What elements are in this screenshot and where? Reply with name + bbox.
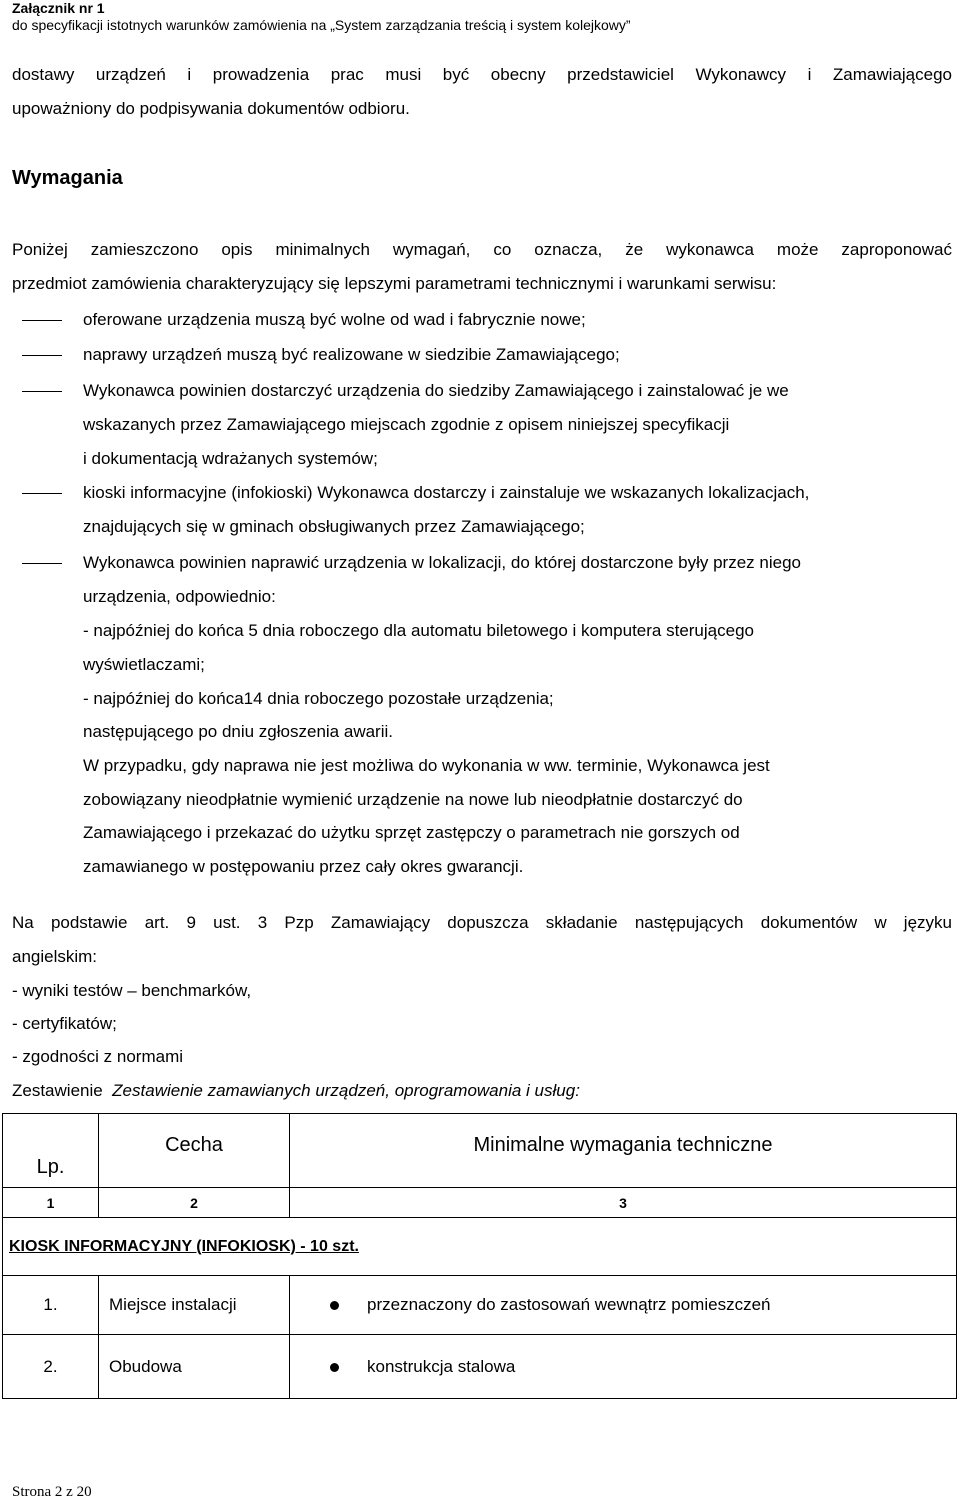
- dash-bullet: [22, 563, 62, 564]
- list-item-cont: - najpóźniej do końca14 dnia roboczego pozostałe urządzenia;: [83, 689, 554, 708]
- num-cell: 3: [290, 1188, 957, 1218]
- list-item-cont: wskazanych przez Zamawiającego miejscach zgodnie z opisem niniejszej specyfikacji: [83, 415, 730, 434]
- page-number: Strona 2 z 20: [12, 1484, 92, 1500]
- list-item-cont: i dokumentacją wdrażanych systemów;: [83, 449, 378, 468]
- dash-bullet: [22, 493, 62, 494]
- paragraph-line: - wyniki testów – benchmarków,: [12, 981, 252, 1000]
- list-item-cont: urządzenia, odpowiednio:: [83, 587, 276, 606]
- list-item-cont: znajdujących się w gminach obsługiwanych przez Zamawiającego;: [83, 517, 585, 536]
- bullet-icon: [330, 1301, 339, 1310]
- list-item: Wykonawca powinien dostarczyć urządzenia do siedziby Zamawiającego i zainstalować je we: [83, 381, 789, 400]
- list-item-cont: wyświetlaczami;: [83, 655, 205, 674]
- dash-bullet: [22, 320, 62, 321]
- section-heading: Wymagania: [12, 167, 123, 189]
- col-lp-header: Lp.: [36, 1156, 65, 1178]
- list-item-cont: - najpóźniej do końca 5 dnia roboczego dla automatu biletowego i komputera sterującego: [83, 621, 754, 640]
- feature-cell: Miejsce instalacji: [99, 1276, 290, 1335]
- intro-line: upoważniony do podpisywania dokumentów odbioru.: [12, 99, 410, 118]
- table-section-row: [3, 1218, 957, 1276]
- caption-plain: Zestawienie: [12, 1081, 103, 1100]
- requirement-text: konstrukcja stalowa: [367, 1356, 516, 1376]
- list-item-cont: zamawianego w postępowaniu przez cały okres gwarancji.: [83, 857, 524, 876]
- num-cell: 1: [3, 1188, 99, 1218]
- header-cell: [99, 1114, 290, 1188]
- table-number-row: [3, 1188, 957, 1218]
- table-caption: [12, 1081, 580, 1101]
- intro-line: dostawy urządzeń i prowadzenia prac musi być obecny przedstawiciel Wykonawcy i Zamawiającego: [12, 65, 952, 84]
- attachment-subtitle: do specyfikacji istotnych warunków zamówienia na „System zarządzania treścią i system kolejkowy”: [12, 17, 631, 33]
- col-requirements-header: Minimalne wymagania techniczne: [473, 1134, 773, 1156]
- table-row: [3, 1335, 957, 1399]
- col-cecha-header: Cecha: [165, 1134, 223, 1156]
- bullet-icon: [330, 1363, 339, 1372]
- requirement-text: przeznaczony do zastosowań wewnątrz pomieszczeń: [367, 1295, 771, 1314]
- paragraph-line: - certyfikatów;: [12, 1014, 117, 1033]
- list-item-cont: W przypadku, gdy naprawa nie jest możliwa do wykonania w ww. terminie, Wykonawca jest: [83, 756, 770, 775]
- lp-cell: 1.: [3, 1276, 99, 1335]
- paragraph-line: - zgodności z normami: [12, 1047, 184, 1066]
- requirement-cell: [290, 1335, 957, 1399]
- table-row: [3, 1276, 957, 1335]
- section-cell: [3, 1218, 957, 1276]
- num-cell: 2: [99, 1188, 290, 1218]
- paragraph-line: Poniżej zamieszczono opis minimalnych wymagań, co oznacza, że wykonawca może zaproponować: [12, 240, 952, 259]
- dash-bullet: [22, 391, 62, 392]
- list-item-cont: Zamawiającego i przekazać do użytku sprzęt zastępczy o parametrach nie gorszych od: [83, 823, 740, 842]
- paragraph-line: angielskim:: [12, 947, 98, 966]
- table-header-row: [3, 1114, 957, 1188]
- lp-cell: 2.: [3, 1335, 99, 1399]
- list-item-cont: zobowiązany nieodpłatnie wymienić urządzenie na nowe lub nieodpłatnie dostarczyć do: [83, 790, 743, 809]
- header-cell: [3, 1114, 99, 1188]
- list-item: oferowane urządzenia muszą być wolne od wad i fabrycznie nowe;: [83, 310, 586, 329]
- list-item: kioski informacyjne (infokioski) Wykonawca dostarczy i zainstaluje we wskazanych lokalizacjach,: [83, 483, 810, 502]
- paragraph-line: przedmiot zamówienia charakteryzujący się lepszymi parametrami technicznymi i warunkami serwisu:: [12, 274, 777, 293]
- list-item-cont: następującego po dniu zgłoszenia awarii.: [83, 722, 393, 741]
- header-cell: [290, 1114, 957, 1188]
- section-title: KIOSK INFORMACYJNY (INFOKIOSK) - 10 szt.: [9, 1237, 359, 1255]
- list-item: naprawy urządzeń muszą być realizowane w siedzibie Zamawiającego;: [83, 345, 620, 364]
- requirement-cell: [290, 1276, 957, 1335]
- requirements-table: [2, 1113, 957, 1399]
- paragraph-line: Na podstawie art. 9 ust. 3 Pzp Zamawiający dopuszcza składanie następujących dokumentów w języku: [12, 913, 952, 932]
- attachment-title: Załącznik nr 1: [12, 0, 105, 16]
- feature-cell: Obudowa: [99, 1335, 290, 1399]
- dash-bullet: [22, 355, 62, 356]
- list-item: Wykonawca powinien naprawić urządzenia w lokalizacji, do której dostarczone były przez niego: [83, 553, 801, 572]
- caption-italic: Zestawienie zamawianych urządzeń, oprogramowania i usług:: [112, 1081, 580, 1100]
- page-header: [12, 0, 631, 34]
